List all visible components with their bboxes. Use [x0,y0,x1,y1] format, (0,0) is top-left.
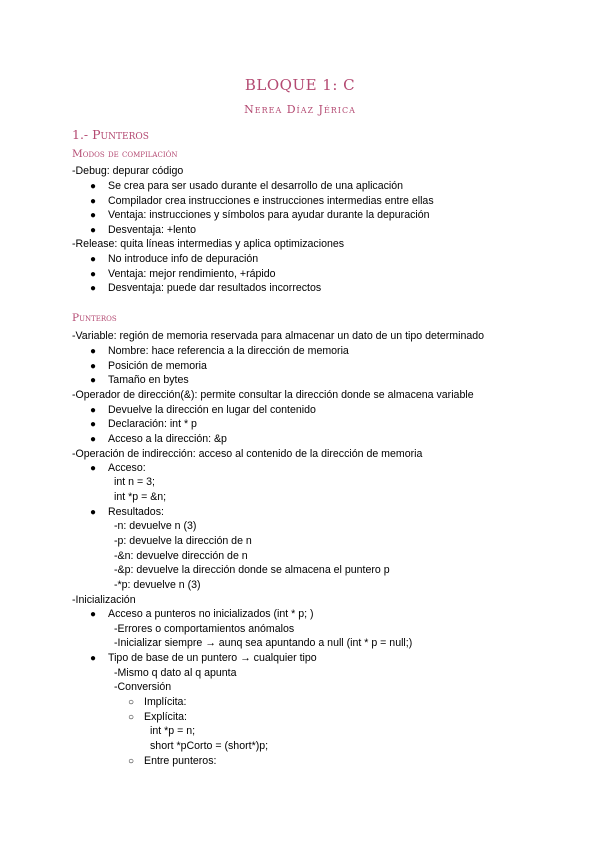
bullet-icon: ● [90,181,97,192]
author-name: Nerea Díaz Jérica [244,103,356,116]
result-line: -*p: devuelve n (3) [114,579,201,591]
document-title: BLOQUE 1: C [244,76,356,94]
bullet-icon: ● [90,609,97,620]
code-line: int n = 3; [114,476,155,488]
code-line: int *p = n; [150,725,196,737]
result-line: -&n: devuelve dirección de n [114,550,248,562]
result-line: -&p: devuelve la dirección donde se almacena el puntero p [114,564,390,576]
list-item: Nombre: hace referencia a la dirección de memoria [108,345,349,357]
list-item: Se crea para ser usado durante el desarrollo de una aplicación [108,180,404,192]
circle-bullet-icon: ○ [128,712,135,723]
list-item: Desventaja: puede dar resultados incorrectos [108,282,322,294]
list-item: Ventaja: mejor rendimiento, +rápido [108,268,276,280]
circle-bullet-icon: ○ [128,697,135,708]
list-item: Acceso a la dirección: &p [108,433,227,445]
result-line: -n: devuelve n (3) [114,520,197,532]
list-item: Tipo de base de un puntero → cualquier tipo [108,652,317,664]
list-item: Desventaja: +lento [108,224,197,236]
list-item: Compilador crea instrucciones e instrucciones intermedias entre ellas [108,195,434,207]
list-item: Acceso a punteros no inicializados (int * p; ) [108,608,314,620]
list-item: Tamaño en bytes [108,374,189,386]
bullet-icon: ● [90,283,97,294]
bullet-icon: ● [90,653,97,664]
note-line: -Mismo q dato al q apunta [114,667,237,679]
note-line: -Conversión [114,681,172,693]
code-line: int *p = &n; [114,491,167,503]
indireccion-line: -Operación de indirección: acceso al contenido de la dirección de memoria [72,448,423,460]
bullet-icon: ● [90,507,97,518]
bullet-icon: ● [90,361,97,372]
subheading-modos: Modos de compilación [72,148,178,160]
bullet-icon: ● [90,196,97,207]
list-item: Entre punteros: [144,755,217,767]
list-item: Devuelve la dirección en lugar del contenido [108,404,316,416]
note-line: -Inicializar siempre → aunq sea apuntando a null (int * p = null;) [114,637,413,649]
circle-bullet-icon: ○ [128,756,135,767]
inicializacion-line: -Inicialización [72,594,136,606]
bullet-icon: ● [90,463,97,474]
code-line: short *pCorto = (short*)p; [150,740,269,752]
result-line: -p: devuelve la dirección de n [114,535,252,547]
subheading-punteros: Punteros [72,312,117,324]
release-line: -Release: quita líneas intermedias y aplica optimizaciones [72,238,345,250]
bullet-icon: ● [90,210,97,221]
bullet-icon: ● [90,269,97,280]
debug-line: -Debug: depurar código [72,165,184,177]
variable-line: -Variable: región de memoria reservada para almacenar un dato de un tipo determinado [72,330,485,342]
list-item: Acceso: [108,462,146,474]
bullet-icon: ● [90,346,97,357]
bullet-icon: ● [90,434,97,445]
list-item: Declaración: int * p [108,418,197,430]
list-item: Resultados: [108,506,164,518]
section-heading: 1.- Punteros [72,127,149,142]
list-item: Implícita: [144,696,187,708]
bullet-icon: ● [90,405,97,416]
bullet-icon: ● [90,254,97,265]
list-item: Ventaja: instrucciones y símbolos para ayudar durante la depuración [108,209,430,221]
list-item: Explícita: [144,711,187,723]
list-item: No introduce info de depuración [108,253,259,265]
bullet-icon: ● [90,419,97,430]
note-line: -Errores o comportamientos anómalos [114,623,295,635]
list-item: Posición de memoria [108,360,207,372]
bullet-icon: ● [90,225,97,236]
operador-line: -Operador de dirección(&): permite consultar la dirección donde se almacena variable [72,389,474,401]
bullet-icon: ● [90,375,97,386]
